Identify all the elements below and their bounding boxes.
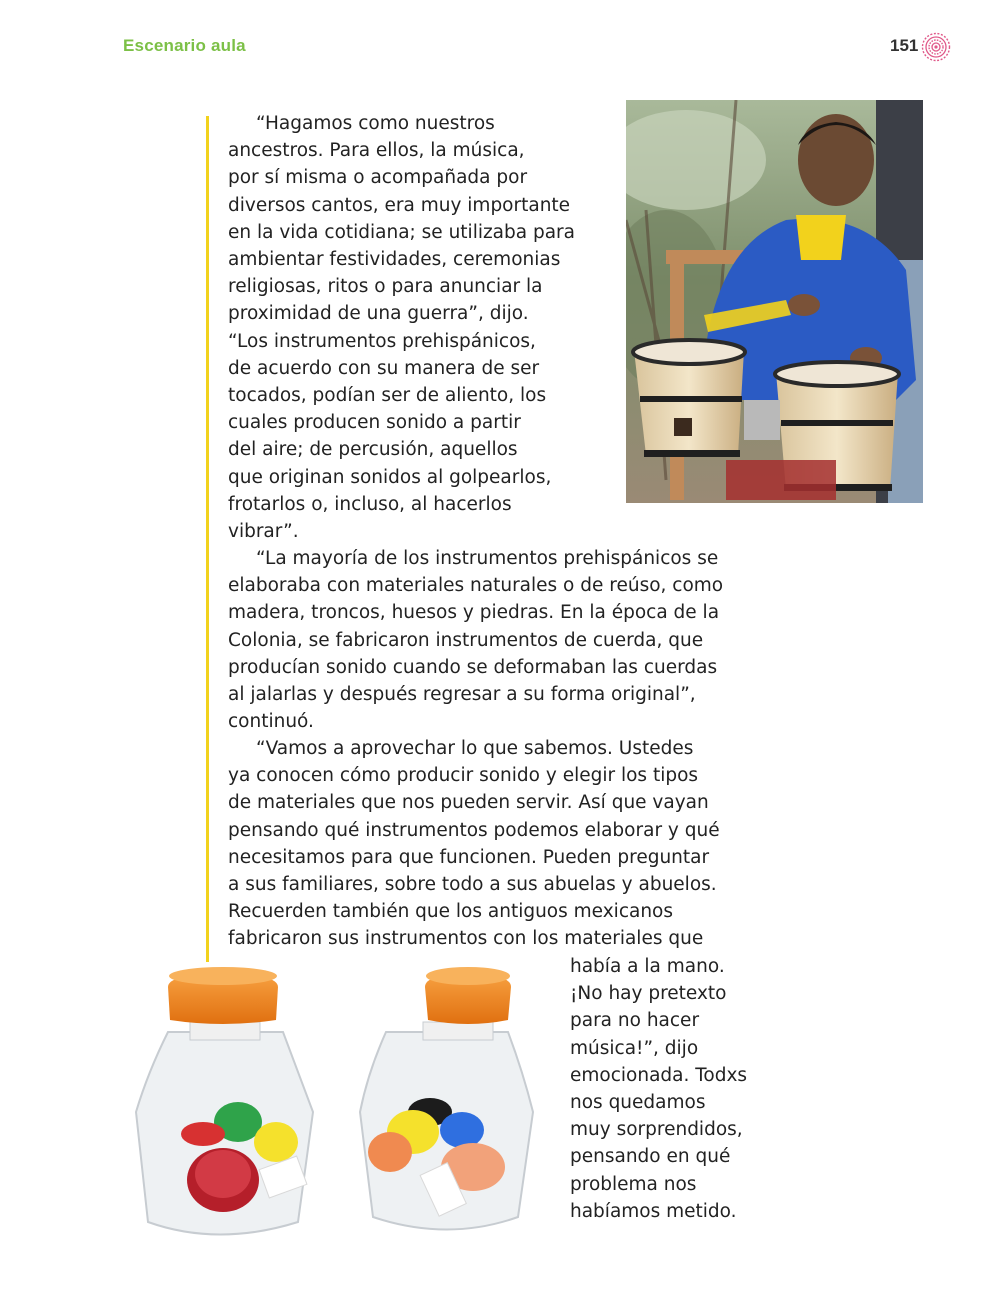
- paragraph-3-continued: [570, 953, 747, 1225]
- text-line: emocionada. Todxs: [570, 1064, 748, 1086]
- text-line: ¡No hay pretexto: [570, 983, 727, 1005]
- text-line: ya conocen cómo producir sonido y elegir los tipos: [228, 765, 699, 787]
- text-line: madera, troncos, huesos y piedras. En la época de la: [228, 602, 720, 624]
- text-line: muy sorprendidos,: [570, 1119, 743, 1141]
- text-line: tocados, podían ser de aliento, los: [228, 385, 547, 407]
- text-line: “Vamos a aprovechar lo que sabemos. Ustedes: [256, 738, 694, 759]
- text-line: música!”, dijo: [570, 1037, 699, 1059]
- text-line: para no hacer: [570, 1010, 700, 1032]
- text-line: problema nos: [570, 1173, 697, 1195]
- section-label: Escenario aula: [123, 36, 246, 55]
- text-line: Recuerden también que los antiguos mexicanos: [228, 901, 674, 923]
- text-line: religiosas, ritos o para anunciar la: [228, 276, 543, 298]
- text-line: había a la mano.: [570, 956, 725, 977]
- text-line: proximidad de una guerra”, dijo.: [228, 303, 529, 325]
- bottles-photo: [128, 962, 548, 1242]
- text-line: “Hagamos como nuestros: [256, 113, 495, 134]
- accent-bar: [206, 116, 209, 962]
- paragraph-3: [228, 735, 720, 953]
- text-line: continuó.: [228, 711, 314, 733]
- text-line: Colonia, se fabricaron instrumentos de cuerda, que: [228, 629, 704, 651]
- text-line: vibrar”.: [228, 521, 299, 543]
- paragraph-2: [228, 545, 723, 735]
- text-line: a sus familiares, sobre todo a sus abuelas y abuelos.: [228, 874, 717, 896]
- text-line: en la vida cotidiana; se utilizaba para: [228, 221, 576, 243]
- text-line: “Los instrumentos prehispánicos,: [228, 330, 536, 352]
- text-line: pensando qué instrumentos podemos elaborar y qué: [228, 819, 720, 841]
- text-line: habíamos metido.: [570, 1200, 737, 1222]
- mandala-ornament-icon: [920, 31, 952, 63]
- text-line: frotarlos o, incluso, al hacerlos: [228, 493, 512, 515]
- text-line: ancestros. Para ellos, la música,: [228, 140, 525, 162]
- text-line: fabricaron sus instrumentos con los materiales que: [228, 928, 704, 950]
- text-line: de materiales que nos pueden servir. Así que vayan: [228, 792, 709, 814]
- text-line: cuales producen sonido a partir: [228, 412, 521, 434]
- page-number: 151: [890, 36, 919, 55]
- text-line: necesitamos para que funcionen. Pueden preguntar: [228, 846, 710, 868]
- text-line: del aire; de percusión, aquellos: [228, 439, 518, 461]
- text-line: por sí misma o acompañada por: [228, 167, 528, 189]
- text-line: diversos cantos, era muy importante: [228, 194, 571, 216]
- text-line: pensando en qué: [570, 1146, 731, 1168]
- drums-photo: [626, 100, 923, 503]
- paragraph-1: [228, 110, 575, 545]
- text-line: que originan sonidos al golpearlos,: [228, 466, 552, 488]
- text-line: ambientar festividades, ceremonias: [228, 249, 561, 271]
- text-line: “La mayoría de los instrumentos prehispánicos se: [256, 548, 719, 569]
- text-line: elaboraba con materiales naturales o de reúso, como: [228, 575, 724, 597]
- text-line: nos quedamos: [570, 1092, 706, 1114]
- text-line: producían sonido cuando se deformaban las cuerdas: [228, 656, 718, 678]
- text-line: al jalarlas y después regresar a su forma original”,: [228, 684, 696, 706]
- text-line: de acuerdo con su manera de ser: [228, 357, 540, 379]
